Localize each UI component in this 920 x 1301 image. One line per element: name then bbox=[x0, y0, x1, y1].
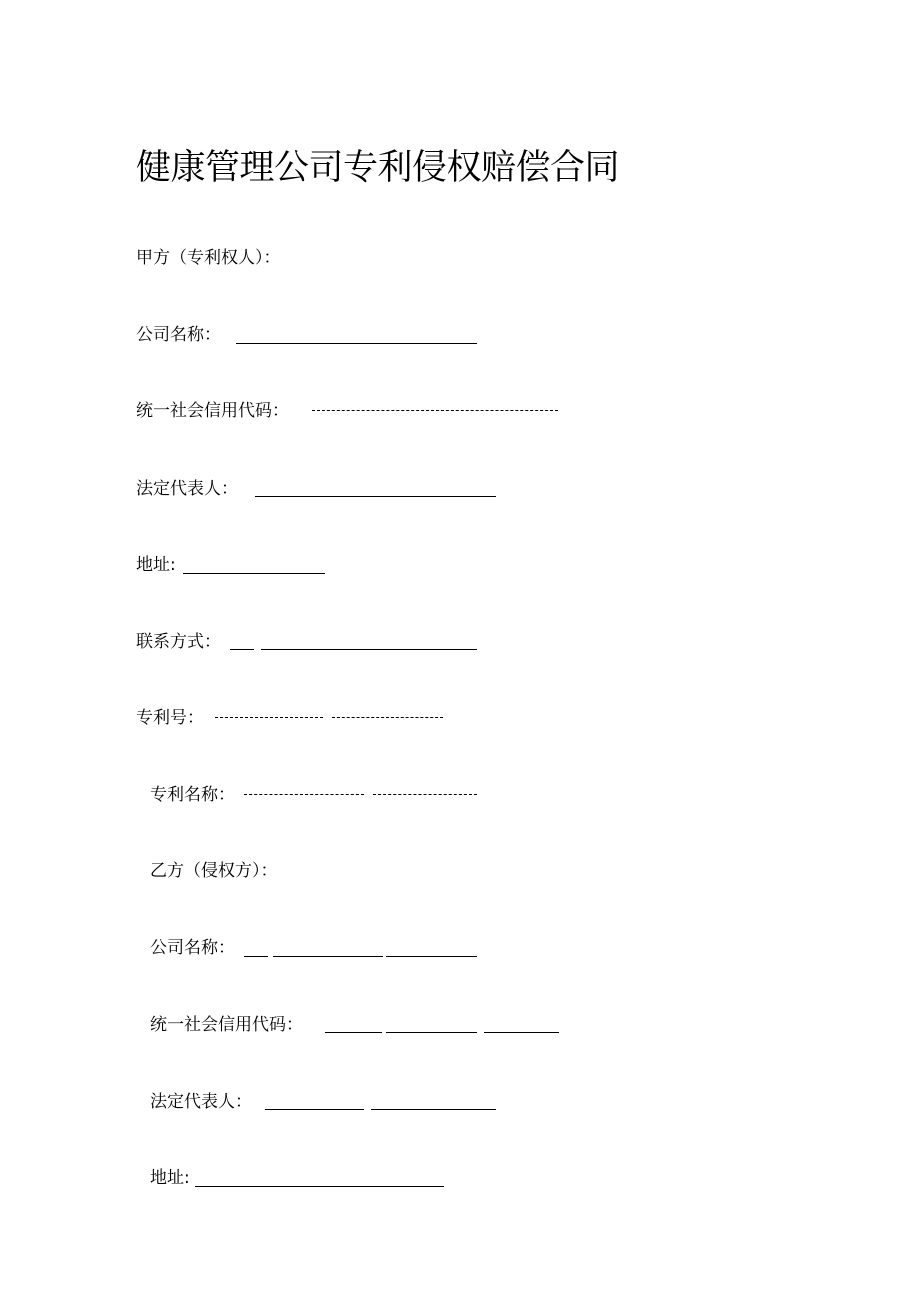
party-b-credit-code-label: 统一社会信用代码： bbox=[150, 1015, 303, 1035]
party-b-credit-code-blank-3 bbox=[484, 1032, 559, 1033]
party-b-company-name-blank-short bbox=[244, 956, 268, 957]
party-a-credit-code-blank bbox=[312, 410, 558, 411]
party-a-heading: 甲方（专利权人）： bbox=[136, 248, 281, 268]
contract-title: 健康管理公司专利侵权赔偿合同 bbox=[136, 148, 620, 188]
party-b-company-name-label: 公司名称： bbox=[150, 938, 235, 958]
party-a-credit-code-label: 统一社会信用代码： bbox=[136, 401, 289, 421]
party-a-patent-name-blank-1 bbox=[244, 794, 364, 795]
party-b-legal-rep-label: 法定代表人： bbox=[150, 1092, 252, 1112]
party-b-heading: 乙方（侵权方）： bbox=[150, 861, 278, 881]
party-b-address-label: 地址: bbox=[150, 1168, 190, 1188]
party-b-credit-code-blank-2 bbox=[386, 1032, 477, 1033]
party-a-legal-rep-blank bbox=[255, 496, 496, 497]
party-b-legal-rep-blank-2 bbox=[371, 1109, 496, 1110]
party-b-company-name-blank-1 bbox=[273, 956, 383, 957]
party-a-company-name-label: 公司名称： bbox=[136, 325, 221, 345]
party-a-address-label: 地址: bbox=[136, 555, 176, 575]
party-a-contact-label: 联系方式： bbox=[136, 632, 221, 652]
party-a-patent-no-blank-2 bbox=[332, 717, 443, 718]
party-a-contact-blank bbox=[261, 649, 477, 650]
party-a-address-blank bbox=[183, 573, 325, 574]
party-a-patent-no-blank-1 bbox=[215, 717, 323, 718]
party-a-patent-name-label: 专利名称： bbox=[150, 785, 235, 805]
party-a-legal-rep-label: 法定代表人： bbox=[136, 479, 238, 499]
party-a-patent-name-blank-2 bbox=[373, 794, 477, 795]
party-a-patent-no-label: 专利号： bbox=[136, 708, 204, 728]
party-b-address-blank bbox=[195, 1186, 444, 1187]
party-b-credit-code-blank-1 bbox=[325, 1032, 382, 1033]
party-a-contact-blank-short bbox=[230, 649, 254, 650]
party-b-company-name-blank-2 bbox=[386, 956, 477, 957]
party-b-legal-rep-blank-1 bbox=[265, 1109, 364, 1110]
party-a-company-name-blank bbox=[236, 343, 477, 344]
